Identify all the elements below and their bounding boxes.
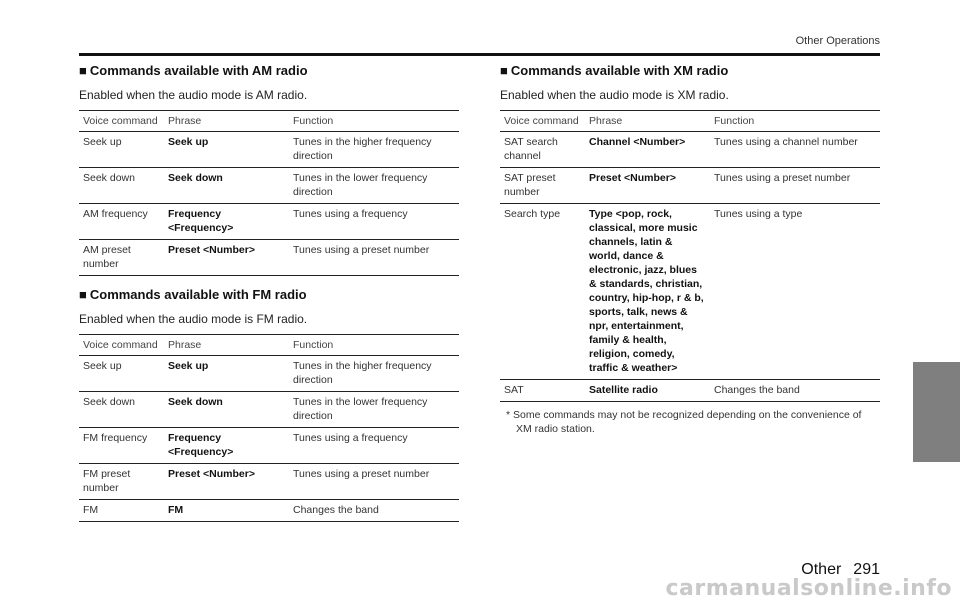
cell-function: Tunes using a frequency	[289, 204, 459, 240]
cell-command: AM preset number	[79, 240, 164, 276]
cell-command: FM preset number	[79, 464, 164, 500]
fm-commands-table	[79, 334, 459, 522]
am-heading-text: Commands available with AM radio	[89, 63, 308, 78]
header-phrase: Phrase	[164, 111, 289, 132]
cell-command: SAT preset number	[500, 168, 585, 204]
xm-heading-text: Commands available with XM radio	[510, 63, 729, 78]
table-row	[79, 500, 459, 522]
cell-command: Seek down	[79, 168, 164, 204]
table-row	[79, 428, 459, 464]
cell-command: Search type	[500, 204, 585, 380]
table-row	[79, 464, 459, 500]
table-row	[500, 380, 880, 402]
cell-command: Seek up	[79, 132, 164, 168]
table-row	[500, 132, 880, 168]
table-header-row	[79, 335, 459, 356]
table-row	[79, 392, 459, 428]
cell-phrase: Seek up	[164, 132, 289, 168]
square-bullet-icon: ■	[79, 287, 87, 302]
footnote: * Some commands may not be recognized depending on the convenience of XM radio station.	[506, 409, 862, 435]
running-header: Other Operations	[795, 35, 880, 47]
square-bullet-icon: ■	[79, 63, 87, 78]
cell-phrase: Frequency <Frequency>	[164, 428, 289, 464]
header-function: Function	[289, 111, 459, 132]
header-voice-command: Voice command	[500, 111, 585, 132]
cell-function: Changes the band	[289, 500, 459, 522]
cell-command: FM frequency	[79, 428, 164, 464]
left-column	[79, 62, 459, 522]
footer-chapter-label: Other	[801, 561, 842, 578]
cell-phrase: Preset <Number>	[585, 168, 710, 204]
chapter-side-tab	[913, 362, 960, 462]
cell-command: Seek down	[79, 392, 164, 428]
cell-function: Tunes using a type	[710, 204, 880, 380]
table-row	[79, 168, 459, 204]
header-function: Function	[710, 111, 880, 132]
cell-function: Tunes in the lower frequency direction	[289, 392, 459, 428]
cell-command: Seek up	[79, 356, 164, 392]
right-column	[500, 62, 880, 436]
cell-function: Tunes using a channel number	[710, 132, 880, 168]
xm-section-heading	[500, 62, 880, 80]
cell-phrase: Seek down	[164, 392, 289, 428]
am-section-heading	[79, 62, 459, 80]
cell-phrase: Seek up	[164, 356, 289, 392]
cell-phrase: FM	[164, 500, 289, 522]
cell-phrase: Satellite radio	[585, 380, 710, 402]
cell-phrase: Preset <Number>	[164, 240, 289, 276]
table-row	[500, 204, 880, 380]
square-bullet-icon: ■	[500, 63, 508, 78]
cell-function: Tunes in the lower frequency direction	[289, 168, 459, 204]
fm-description: Enabled when the audio mode is FM radio.	[79, 312, 308, 326]
cell-phrase: Preset <Number>	[164, 464, 289, 500]
table-row	[500, 168, 880, 204]
header-phrase: Phrase	[164, 335, 289, 356]
xm-commands-table	[500, 110, 880, 402]
cell-function: Tunes in the higher frequency direction	[289, 356, 459, 392]
cell-phrase: Frequency <Frequency>	[164, 204, 289, 240]
cell-command: FM	[79, 500, 164, 522]
cell-command: SAT search channel	[500, 132, 585, 168]
cell-phrase: Channel <Number>	[585, 132, 710, 168]
table-header-row	[79, 111, 459, 132]
watermark: carmanualsonline.info	[665, 576, 952, 601]
cell-command: AM frequency	[79, 204, 164, 240]
cell-phrase: Type <pop, rock, classical, more music channels, latin & world, dance & electronic, jazz, blues & standards, christian, country, hip-hop, r & b, sports, talk, news & npr, entertainment, family & health, religion, comedy, traffic & weather>	[585, 204, 710, 380]
cell-function: Tunes using a preset number	[289, 464, 459, 500]
header-rule	[79, 53, 880, 56]
am-commands-table	[79, 110, 459, 276]
header-phrase: Phrase	[585, 111, 710, 132]
fm-section-heading	[79, 286, 459, 304]
cell-function: Tunes using a frequency	[289, 428, 459, 464]
cell-command: SAT	[500, 380, 585, 402]
xm-description: Enabled when the audio mode is XM radio.	[500, 88, 729, 102]
cell-function: Tunes using a preset number	[710, 168, 880, 204]
cell-function: Tunes using a preset number	[289, 240, 459, 276]
table-row	[79, 356, 459, 392]
table-header-row	[500, 111, 880, 132]
table-row	[79, 132, 459, 168]
cell-function: Changes the band	[710, 380, 880, 402]
header-function: Function	[289, 335, 459, 356]
fm-heading-text: Commands available with FM radio	[89, 287, 307, 302]
header-voice-command: Voice command	[79, 335, 164, 356]
page-number: 291	[853, 561, 880, 578]
cell-phrase: Seek down	[164, 168, 289, 204]
table-row	[79, 204, 459, 240]
header-voice-command: Voice command	[79, 111, 164, 132]
am-description: Enabled when the audio mode is AM radio.	[79, 88, 308, 102]
table-row	[79, 240, 459, 276]
cell-function: Tunes in the higher frequency direction	[289, 132, 459, 168]
